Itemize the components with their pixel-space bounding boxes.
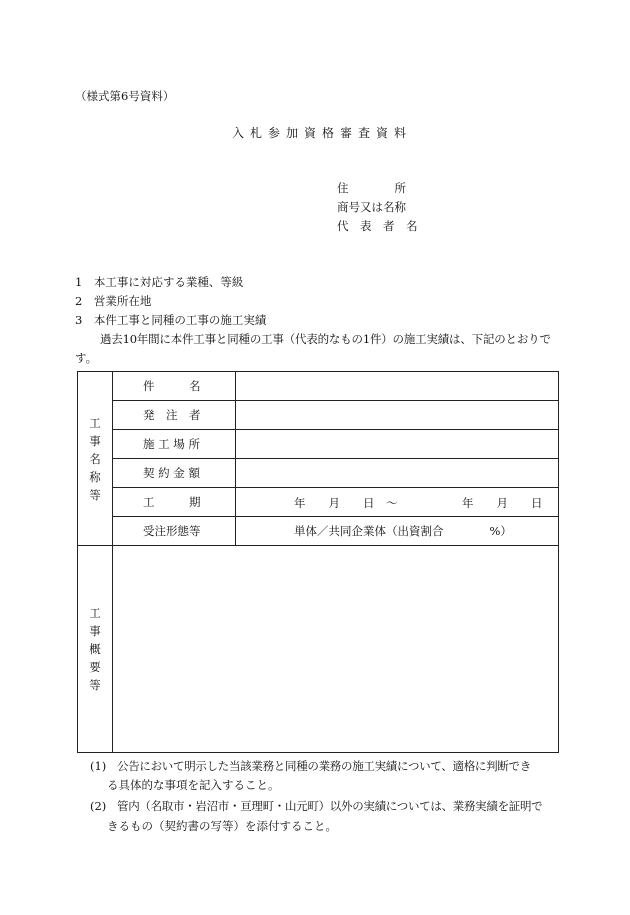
amount-field[interactable] — [236, 459, 559, 488]
description-line-2: す。 — [75, 351, 98, 365]
note-2-line-2: きるもの（契約書の写等）を添付すること。 — [107, 819, 337, 833]
period-field[interactable] — [236, 488, 559, 517]
form-reference: （様式第6号資料） — [75, 89, 175, 103]
address-label: 住 所 — [337, 181, 406, 195]
amount-label: 契 約 金 額 — [113, 459, 236, 488]
project-name-field[interactable] — [236, 372, 559, 401]
contract-type-label: 受注形態等 — [113, 517, 236, 546]
contract-type-field[interactable] — [236, 517, 559, 546]
contract-type-value: 単体／共同企業体（出資割合 %） — [294, 524, 512, 538]
location-field[interactable] — [236, 430, 559, 459]
note-2-line-1: 管内（名取市・岩沼市・亘理町・山元町）以外の実績については、業務実績を証明で — [117, 799, 543, 813]
item-1: 1 本工事に対応する業種、等級 — [75, 275, 244, 289]
item-3: 3 本件工事と同種の工事の施工実績 — [75, 313, 267, 327]
item-2: 2 営業所在地 — [75, 294, 152, 308]
representative-label: 代 表 者 名 — [337, 219, 418, 233]
note-1-line-2: る具体的な事項を記入すること。 — [107, 778, 280, 792]
project-summary-field[interactable] — [113, 546, 559, 753]
period-to: 年 月 日 — [462, 496, 543, 510]
results-table — [77, 371, 559, 753]
project-summary-section-label: 工 事 概 要 等 — [78, 546, 113, 753]
project-info-section-label: 工 事 名 称 等 — [78, 372, 113, 546]
location-label: 施 工 場 所 — [113, 430, 236, 459]
period-label: 工 期 — [113, 488, 236, 517]
note-2-number: (2) — [90, 799, 107, 813]
period-from: 年 月 日 ～ — [294, 496, 398, 510]
note-1-number: (1) — [90, 759, 107, 773]
name-label: 商号又は名称 — [337, 200, 406, 214]
client-label: 発 注 者 — [113, 401, 236, 430]
client-field[interactable] — [236, 401, 559, 430]
project-name-label: 件 名 — [113, 372, 236, 401]
note-1-line-1: 公告において明示した当該業務と同種の業務の施工実績について、適格に判断でき — [117, 759, 531, 773]
description-line-1: 過去10年間に本件工事と同種の工事（代表的なもの1件）の施工実績は、下記のとおりで — [100, 332, 551, 346]
page-title: 入札参加資格審査資料 — [232, 126, 413, 140]
